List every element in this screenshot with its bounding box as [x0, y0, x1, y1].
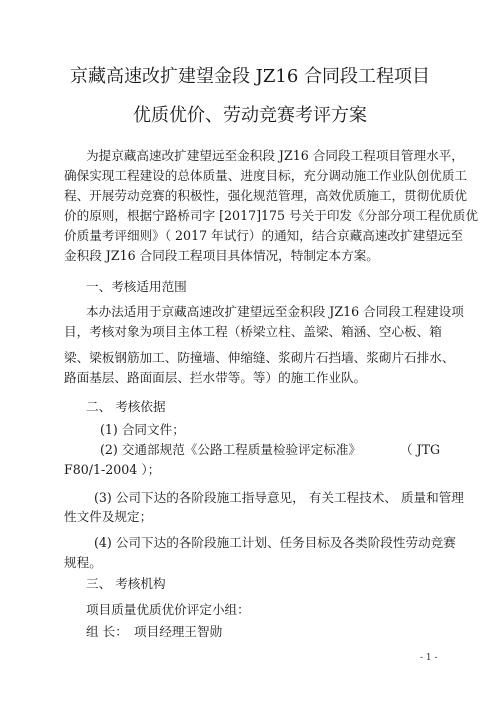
- basis-item-2-code: （ JTG: [400, 442, 441, 457]
- title-line-2: 优质优价、劳动竞赛考评方案: [133, 105, 367, 126]
- intro-line: 程、开展劳动竞赛的积极性，强化规范管理，高效优质施工，贯彻优质优: [64, 188, 467, 203]
- basis-item-3: (3) 公司下达的各阶段施工指导意见， 有关工程技术、 质量和管理: [94, 490, 464, 505]
- basis-item-1: (1) 合同文件；: [100, 422, 185, 437]
- section-2-heading: 二、 考核依据: [86, 399, 166, 414]
- section-3-heading: 三、 考核机构: [86, 576, 166, 591]
- intro-line: 价质量考评细则》（ 2017 年试行）的通知，结合京藏高速改扩建望远至: [64, 228, 463, 243]
- section-1-line: 目，考核对象为项目主体工程（桥梁立柱、盖梁、箱涵、空心板、箱: [64, 324, 442, 339]
- basis-item-4: (4) 公司下达的各阶段施工计划、任务目标及各类阶段性劳动竞赛: [94, 535, 456, 550]
- section-1-line: 梁、梁板钢筋加工、防撞墙、伸缩缝、浆砌片石挡墙、浆砌片石排水、: [64, 350, 455, 365]
- intro-line: 金积段 JZ16 合同段工程项目具体情况，特制定本方案。: [64, 248, 379, 263]
- section-1-line: 路面基层、路面面层、拦水带等。等）的施工作业队。: [64, 370, 367, 385]
- intro-line: 确保实现工程建设的总体质量、进度目标，充分调动施工作业队创优质工: [64, 168, 467, 183]
- basis-item-3-cont: 性文件及规定；: [64, 509, 153, 524]
- intro-line: 价的原则，根据宁路桥司字 [2017]175 号关于印发《分部分项工程优质优: [64, 208, 478, 223]
- page-number: - 1 -: [420, 653, 438, 663]
- title-line-1: 京藏高速改扩建望金段 JZ16 合同段工程项目: [69, 66, 431, 87]
- section-1-line: 本办法适用于京藏高速改扩建望远至金积段 JZ16 合同段工程建设项: [86, 304, 464, 319]
- basis-item-4-cont: 规程。: [64, 555, 102, 570]
- basis-item-2-cont: F80/1-2004 ）；: [64, 462, 161, 477]
- intro-line: 为提京藏高速改扩建望远至金积段 JZ16 合同段工程项目管理水平，: [86, 148, 464, 163]
- section-1-heading: 一、考核适用范围: [86, 279, 187, 294]
- committee-title: 项目质量优质优价评定小组：: [86, 602, 250, 617]
- basis-item-2: (2) 交通部规范《公路工程质量检验评定标准》: [100, 442, 362, 457]
- leader-label: 组 长：: [86, 624, 128, 639]
- leader-value: 项目经理王智勋: [134, 624, 223, 639]
